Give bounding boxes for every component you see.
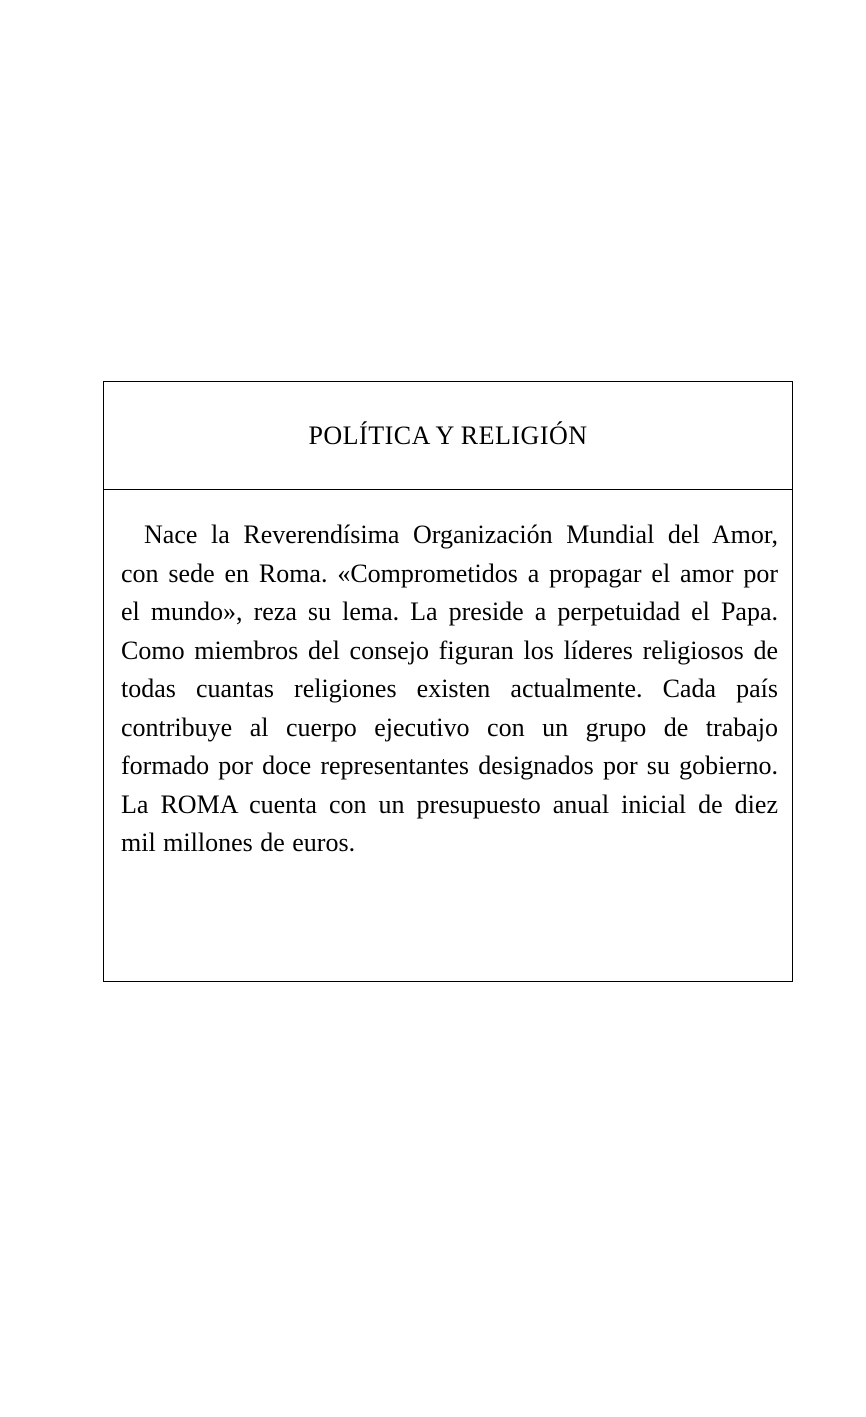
body-section xyxy=(104,490,792,863)
section-title: POLÍTICA Y RELIGIÓN xyxy=(308,420,588,450)
text-box xyxy=(103,381,793,982)
title-section xyxy=(104,382,792,490)
body-paragraph: Nace la Reverendísima Organización Mundial del Amor, con sede en Roma. «Comprometidos a propagar el amor por el mundo», reza su lema. La preside a perpetuidad el Papa. Como miembros del consejo figuran los líderes religiosos de todas cuantas religiones existen actualmente. Cada país contribuye al cuerpo ejecutivo con un grupo de trabajo formado por doce representantes designados por su gobierno. La ROMA cuenta con un presupuesto anual inicial de diez mil millones de euros. xyxy=(121,520,778,857)
